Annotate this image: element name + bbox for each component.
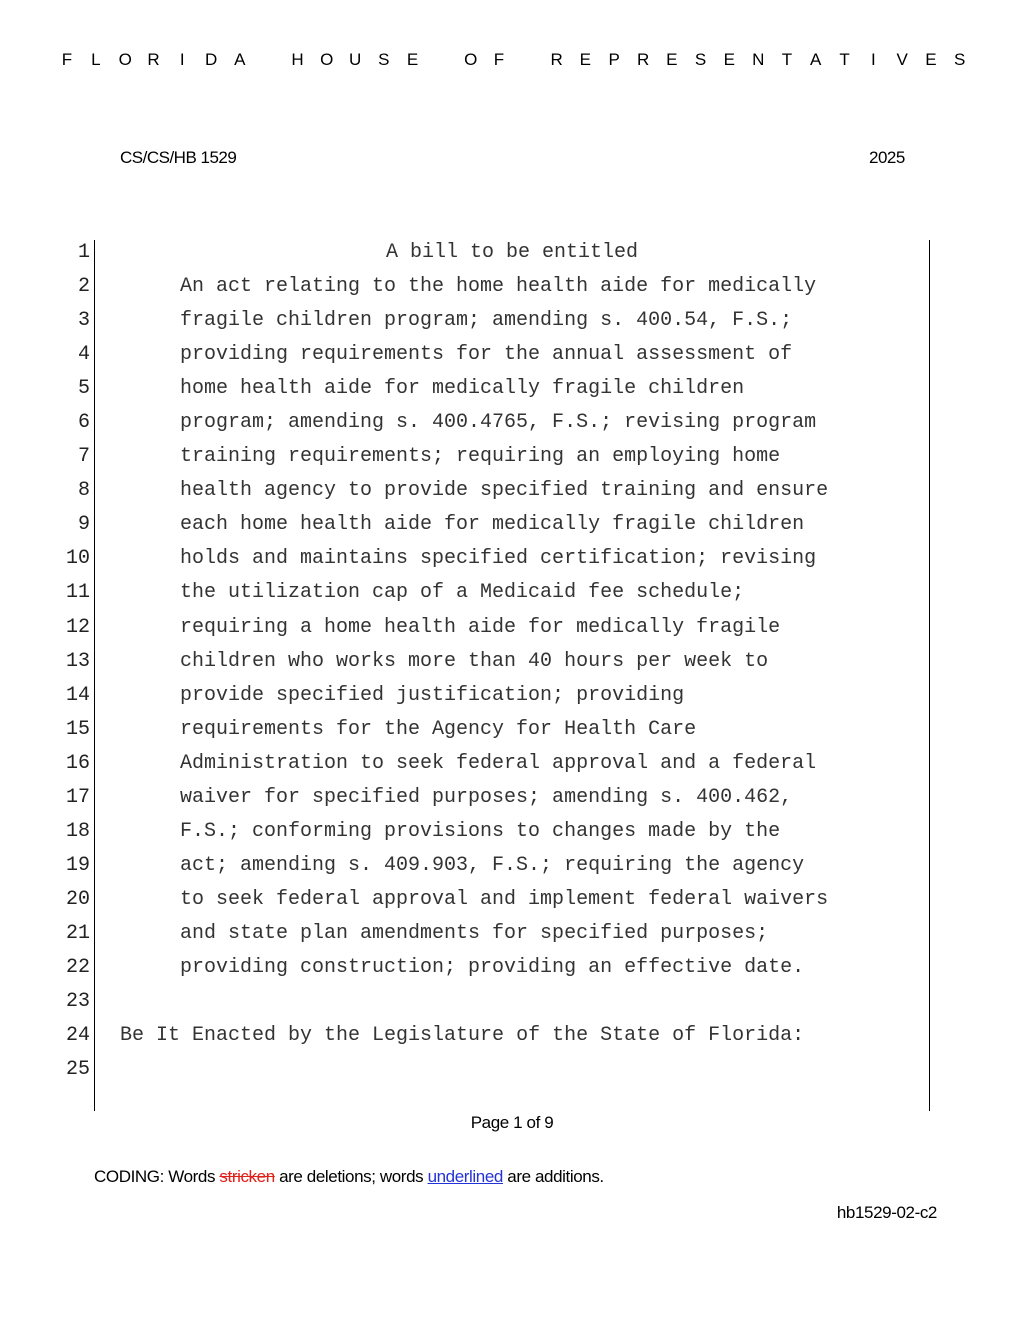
line-number: 22 <box>65 955 90 979</box>
line-number: 19 <box>65 853 90 877</box>
banner-letter: E <box>666 50 678 69</box>
line-text: program; amending s. 400.4765, F.S.; revising program <box>180 411 817 435</box>
line-number: 5 <box>77 377 90 401</box>
banner-letter: V <box>896 50 908 69</box>
line-text: children who works more than 40 hours per week to <box>180 649 769 673</box>
chamber-banner <box>0 50 1024 74</box>
line-text: providing construction; providing an effective date. <box>180 955 805 979</box>
bill-line <box>0 274 1024 308</box>
coding-stricken-example: stricken <box>219 1167 275 1186</box>
bill-line <box>0 887 1024 921</box>
line-number: 4 <box>77 343 90 367</box>
banner-letter: N <box>752 50 765 69</box>
coding-suffix: are additions. <box>502 1167 604 1186</box>
banner-letter: E <box>925 50 937 69</box>
bill-line <box>0 1057 1024 1091</box>
banner-letter: E <box>723 50 735 69</box>
page-number: Page 1 of 9 <box>470 1113 554 1132</box>
bill-line <box>0 546 1024 580</box>
line-text: A bill to be entitled <box>386 241 639 264</box>
line-number: 2 <box>77 275 90 299</box>
bill-year: 2025 <box>869 148 905 167</box>
line-number: 24 <box>65 1024 90 1048</box>
line-text: provide specified justification; providing <box>180 683 685 707</box>
bill-line <box>0 853 1024 887</box>
bill-line <box>0 342 1024 376</box>
bill-line <box>0 615 1024 649</box>
banner-letter: R <box>636 50 650 69</box>
bill-line <box>0 240 1024 274</box>
bill-line <box>0 683 1024 717</box>
bill-line <box>0 376 1024 410</box>
bill-line <box>0 649 1024 683</box>
bill-text-lines <box>0 240 1024 1091</box>
banner-letter: I <box>870 50 876 69</box>
line-text: each home health aide for medically fragile children <box>180 513 805 537</box>
banner-letter: T <box>781 50 793 69</box>
line-text: training requirements; requiring an employing home <box>180 445 781 469</box>
bill-line <box>0 1023 1024 1057</box>
coding-middle: are deletions; words <box>274 1167 428 1186</box>
coding-legend <box>94 1167 604 1187</box>
line-number: 25 <box>65 1058 90 1082</box>
line-number: 23 <box>65 990 90 1014</box>
banner-letter: I <box>179 50 185 69</box>
banner-letter: E <box>406 50 419 69</box>
bill-line <box>0 410 1024 444</box>
line-number: 16 <box>65 751 90 775</box>
line-text: providing requirements for the annual assessment of <box>180 343 793 367</box>
bill-line <box>0 478 1024 512</box>
line-text: health agency to provide specified training and ensure <box>180 479 829 503</box>
line-text: An act relating to the home health aide for medically <box>180 275 817 299</box>
bill-line <box>0 751 1024 785</box>
line-text: requirements for the Agency for Health Care <box>180 717 697 741</box>
bill-line <box>0 955 1024 989</box>
bill-line <box>0 717 1024 751</box>
line-number: 10 <box>65 547 90 571</box>
bill-line <box>0 819 1024 853</box>
banner-letter: H <box>291 50 304 69</box>
line-number: 21 <box>65 921 90 945</box>
banner-letter: S <box>694 50 707 69</box>
line-number: 15 <box>65 717 90 741</box>
line-number: 12 <box>65 615 90 639</box>
banner-letter: E <box>579 50 592 69</box>
banner-letter: S <box>378 50 390 69</box>
line-text: requiring a home health aide for medically fragile <box>180 615 781 639</box>
banner-letter: A <box>810 50 822 69</box>
line-text: act; amending s. 409.903, F.S.; requiring the agency <box>180 853 805 877</box>
line-text: F.S.; conforming provisions to changes made by the <box>180 819 781 843</box>
line-number: 11 <box>65 581 90 605</box>
banner-letter: U <box>348 50 362 69</box>
line-number: 13 <box>65 649 90 673</box>
banner-letter: L <box>91 50 101 69</box>
line-text: and state plan amendments for specified purposes; <box>180 921 769 945</box>
line-text: the utilization cap of a Medicaid fee schedule; <box>180 581 745 605</box>
banner-letter: T <box>839 50 850 69</box>
line-number: 8 <box>77 479 90 503</box>
line-number: 1 <box>77 241 90 264</box>
banner-letter: O <box>464 50 478 69</box>
line-number: 14 <box>65 683 90 707</box>
line-text: waiver for specified purposes; amending s. 400.462, <box>180 785 793 809</box>
line-number: 3 <box>77 309 90 333</box>
bill-line <box>0 580 1024 614</box>
banner-letter: F <box>493 50 505 69</box>
line-text: Be It Enacted by the Legislature of the State of Florida: <box>120 1024 805 1048</box>
coding-prefix: CODING: Words <box>94 1167 220 1186</box>
bill-line <box>0 444 1024 478</box>
line-number: 17 <box>65 785 90 809</box>
banner-letter: O <box>320 50 334 69</box>
line-text: home health aide for medically fragile children <box>180 377 745 401</box>
bill-line <box>0 308 1024 342</box>
document-code: hb1529-02-c2 <box>836 1203 937 1222</box>
bill-line <box>0 785 1024 819</box>
line-text: holds and maintains specified certification; revising <box>180 547 817 571</box>
line-number: 20 <box>65 887 90 911</box>
banner-letter <box>522 50 534 74</box>
bill-line <box>0 921 1024 955</box>
banner-letter <box>435 50 447 74</box>
banner-letter: P <box>608 50 620 69</box>
bill-id: CS/CS/HB 1529 <box>120 148 237 167</box>
banner-letter: D <box>204 50 218 69</box>
banner-letter: S <box>954 50 966 69</box>
line-number: 7 <box>77 445 90 469</box>
line-text: to seek federal approval and implement federal waivers <box>180 887 829 911</box>
banner-letter: O <box>118 50 132 69</box>
line-text: Administration to seek federal approval and a federal <box>180 751 817 775</box>
line-number: 18 <box>65 819 90 843</box>
line-number: 6 <box>77 411 90 435</box>
banner-letter <box>263 50 275 74</box>
banner-letter: R <box>550 50 563 69</box>
banner-letter: A <box>234 50 246 69</box>
bill-line <box>0 989 1024 1023</box>
bill-line <box>0 512 1024 546</box>
coding-underlined-example: underlined <box>427 1167 503 1186</box>
banner-letter: R <box>147 50 160 69</box>
line-number: 9 <box>77 513 90 537</box>
banner-letter: F <box>61 50 73 69</box>
line-text: fragile children program; amending s. 400.54, F.S.; <box>180 309 793 333</box>
